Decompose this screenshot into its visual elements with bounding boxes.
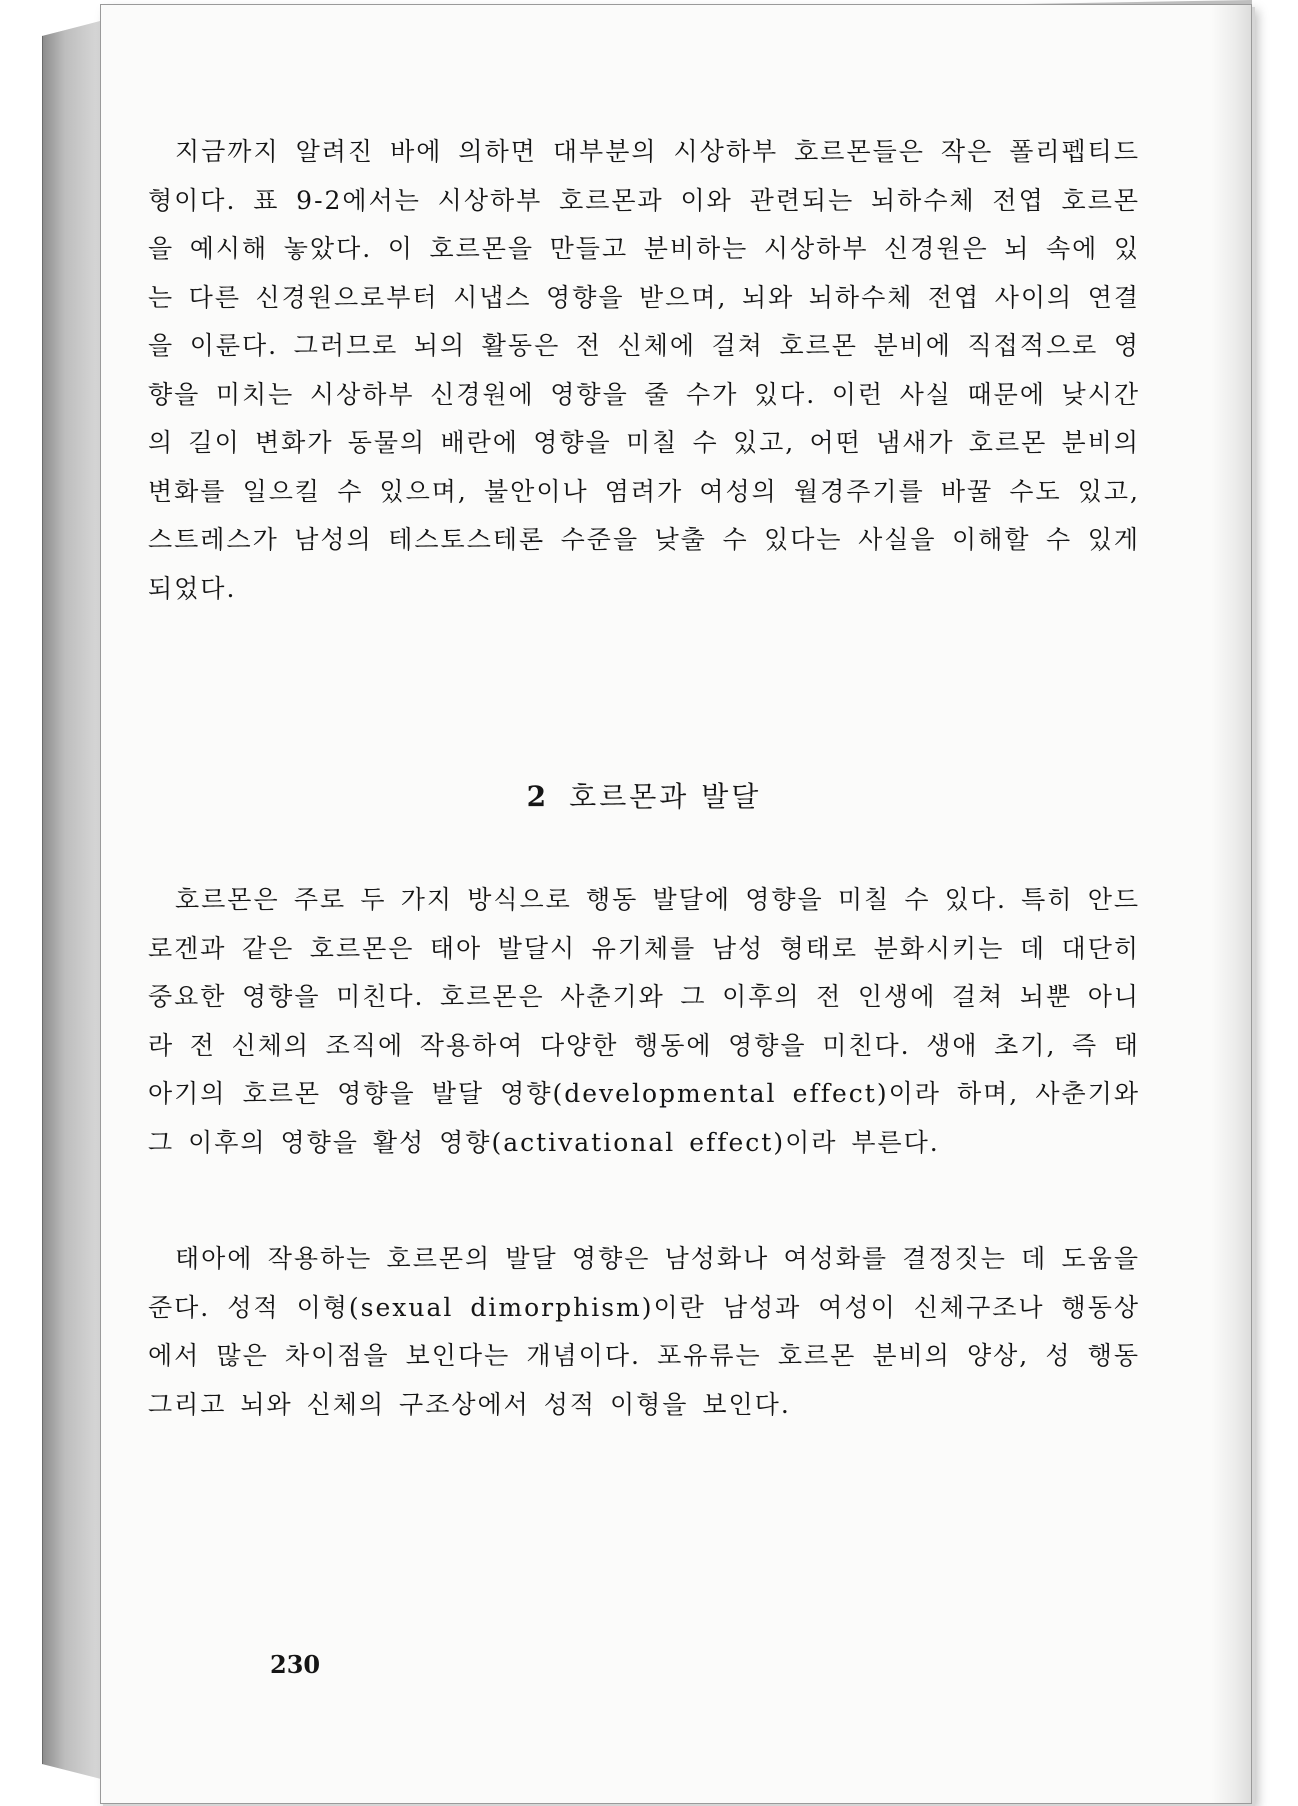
paragraph-3: 태아에 작용하는 호르몬의 발달 영향은 남성화나 여성화를 결정짓는 데 도움을 준다. 성적 이형(sexual dimorphism)이란 남성과 여성이 신체구조나 행동상에서 많은 차이점을 보인다는 개념이다. 포유류는 호르몬 분비의 양상, 성 행동 그리고 뇌와 신체의 구조상에서 성적 이형을 보인다. <box>148 1244 1140 1419</box>
section-number: 2 <box>526 780 550 813</box>
page-number: 230 <box>270 1650 321 1679</box>
paragraph-2: 호르몬은 주로 두 가지 방식으로 행동 발달에 영향을 미칠 수 있다. 특히 안드로겐과 같은 호르몬은 태아 발달시 유기체를 남성 형태로 분화시키는 데 대단히 중요한 영향을 미친다. 호르몬은 사춘기와 그 이후의 전 인생에 걸쳐 뇌뿐 아니라 전 신체의 조직에 작용하여 다양한 행동에 영향을 미친다. 생애 초기, 즉 태아기의 호르몬 영향을 발달 영향(developmental effect)이라 하며, 사춘기와 그 이후의 영향을 활성 영향(activational effect)이라 부른다. <box>148 885 1140 1157</box>
book-spine-edge <box>42 20 105 1780</box>
page-shadow <box>1211 5 1251 1803</box>
paragraph-2-block <box>148 876 1140 1167</box>
section-heading <box>148 775 1140 815</box>
paragraph-3-block <box>148 1235 1140 1429</box>
paragraph-1-block <box>148 128 1140 613</box>
section-title: 호르몬과 발달 <box>569 780 762 813</box>
paragraph-1: 지금까지 알려진 바에 의하면 대부분의 시상하부 호르몬들은 작은 폴리펩티드형이다. 표 9-2에서는 시상하부 호르몬과 이와 관련되는 뇌하수체 전엽 호르몬을 예시해 놓았다. 이 호르몬을 만들고 분비하는 시상하부 신경원은 뇌 속에 있는 다른 신경원으로부터 시냅스 영향을 받으며, 뇌와 뇌하수체 전엽 사이의 연결을 이룬다. 그러므로 뇌의 활동은 전 신체에 걸쳐 호르몬 분비에 직접적으로 영향을 미치는 시상하부 신경원에 영향을 줄 수가 있다. 이런 사실 때문에 낮시간의 길이 변화가 동물의 배란에 영향을 미칠 수 있고, 어떤 냄새가 호르몬 분비의 변화를 일으킬 수 있으며, 불안이나 염려가 여성의 월경주기를 바꿀 수도 있고, 스트레스가 남성의 테스토스테론 수준을 낮출 수 있다는 사실을 이해할 수 있게 되었다. <box>148 137 1140 603</box>
